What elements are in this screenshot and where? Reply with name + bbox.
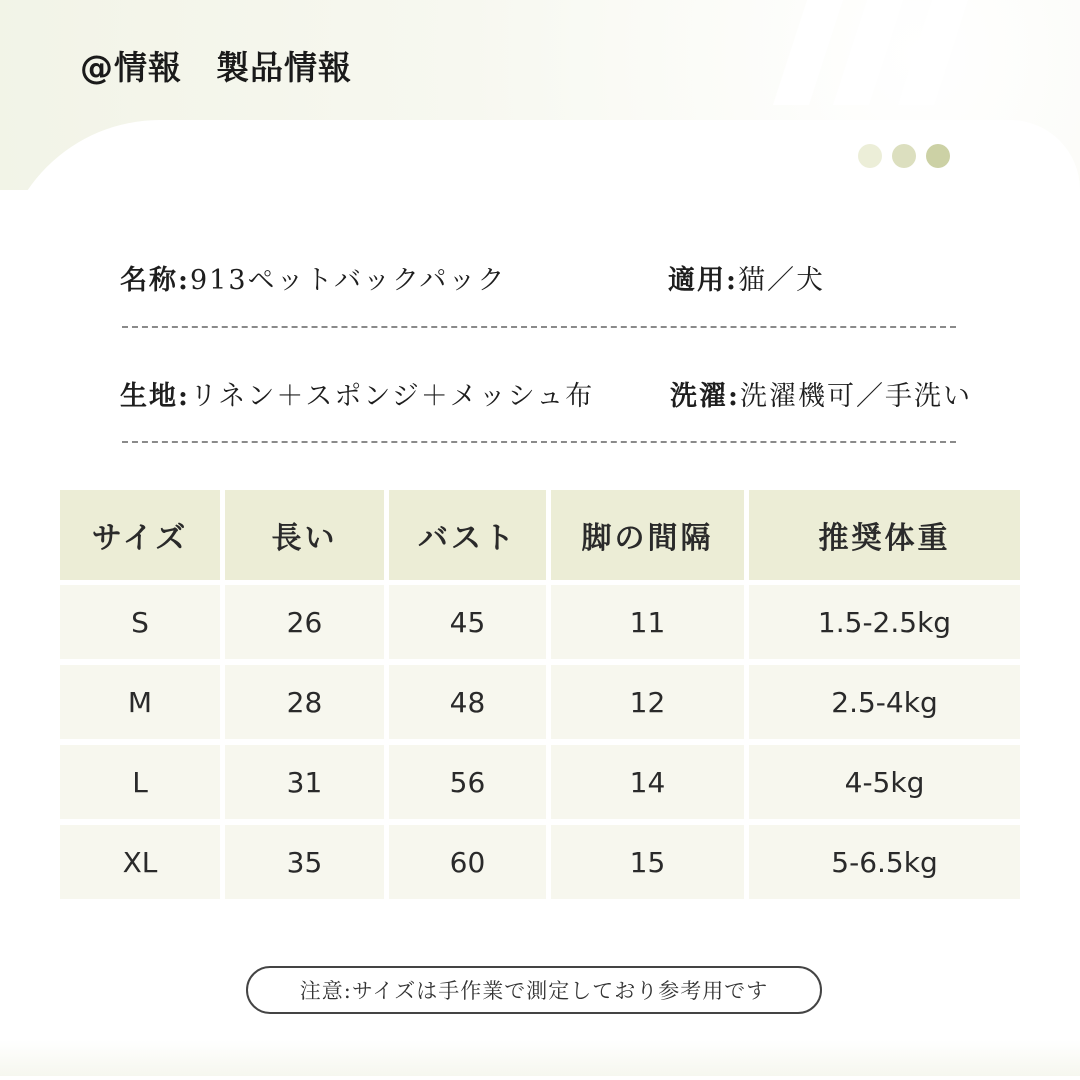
size-table — [60, 490, 1020, 905]
header-weight: 推奨体重 — [749, 490, 1020, 580]
table-row — [60, 665, 1020, 739]
fabric-value: リネン＋スポンジ＋メッシュ布 — [189, 381, 595, 412]
product-wash — [670, 374, 972, 413]
cell-bust: 45 — [389, 585, 546, 659]
cell-size: M — [60, 665, 220, 739]
cell-leg-spacing: 15 — [551, 825, 744, 899]
cell-size: S — [60, 585, 220, 659]
use-value: 猫／犬 — [737, 265, 825, 296]
header-bust: バスト — [389, 490, 546, 580]
name-label: 名称: — [120, 265, 190, 296]
fabric-label: 生地: — [120, 381, 190, 412]
dot-icon — [858, 144, 882, 168]
wash-value: 洗濯機可／手洗い — [739, 381, 972, 412]
page-title: @情報 製品情報 — [80, 48, 352, 87]
cell-length: 35 — [225, 825, 384, 899]
cell-leg-spacing: 14 — [551, 745, 744, 819]
header-leg-spacing: 脚の間隔 — [551, 490, 744, 580]
product-name — [120, 258, 506, 297]
decorative-dots — [858, 144, 950, 168]
cell-bust: 60 — [389, 825, 546, 899]
table-row — [60, 825, 1020, 899]
name-value: 913ペットバックパック — [189, 265, 507, 296]
cell-weight: 4-5kg — [749, 745, 1020, 819]
cell-weight: 2.5-4kg — [749, 665, 1020, 739]
dashed-divider — [122, 441, 956, 443]
cell-size: L — [60, 745, 220, 819]
cell-weight: 1.5-2.5kg — [749, 585, 1020, 659]
dot-icon — [892, 144, 916, 168]
use-label: 適用: — [668, 265, 738, 296]
header-length: 長い — [225, 490, 384, 580]
cell-leg-spacing: 11 — [551, 585, 744, 659]
product-fabric — [120, 374, 594, 413]
cell-length: 28 — [225, 665, 384, 739]
cell-size: XL — [60, 825, 220, 899]
cell-length: 31 — [225, 745, 384, 819]
table-row — [60, 745, 1020, 819]
bottom-fade — [0, 1040, 1080, 1076]
cell-bust: 56 — [389, 745, 546, 819]
cell-weight: 5-6.5kg — [749, 825, 1020, 899]
cell-leg-spacing: 12 — [551, 665, 744, 739]
measurement-note: 注意:サイズは手作業で測定しており参考用です — [246, 966, 822, 1014]
cell-length: 26 — [225, 585, 384, 659]
wash-label: 洗濯: — [670, 381, 740, 412]
table-header-row — [60, 490, 1020, 580]
table-row — [60, 585, 1020, 659]
dot-icon — [926, 144, 950, 168]
header-size: サイズ — [60, 490, 220, 580]
product-use — [668, 258, 825, 297]
dashed-divider — [122, 326, 956, 328]
cell-bust: 48 — [389, 665, 546, 739]
